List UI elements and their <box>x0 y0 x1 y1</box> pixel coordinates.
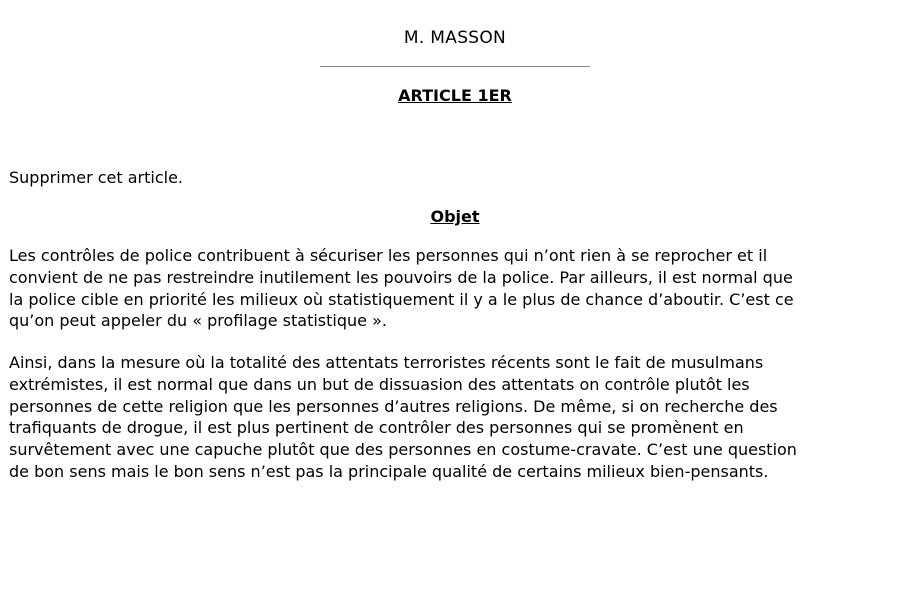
paragraph-line: la police cible en priorité les milieux où statistiquement il y a le plus de chance d’aboutir. C’est ce <box>9 289 794 309</box>
paragraph-line: survêtement avec une capuche plutôt que des personnes en costume-cravate. C’est une question <box>9 440 797 460</box>
article-title: ARTICLE 1ER <box>398 86 512 105</box>
objet-paragraph-1 <box>9 245 893 332</box>
paragraph-line: trafiquants de drogue, il est plus pertinent de contrôler des personnes qui se promènent en <box>9 418 744 438</box>
amendment-dispositif: Supprimer cet article. <box>9 168 183 187</box>
paragraph-line: personnes de cette religion que les personnes d’autres religions. De même, si on recherche des <box>9 396 778 416</box>
header-divider <box>320 66 590 67</box>
paragraph-line: de bon sens mais le bon sens n’est pas la principale qualité de certains milieux bien-pensants. <box>9 461 769 481</box>
paragraph-line: qu’on peut appeler du « profilage statistique ». <box>9 311 387 331</box>
paragraph-line: Les contrôles de police contribuent à sécuriser les personnes qui n’ont rien à se reprocher et il <box>9 246 768 265</box>
objet-paragraph-2 <box>9 352 893 483</box>
paragraph-line: Ainsi, dans la mesure où la totalité des attentats terroristes récents sont le fait de musulmans <box>9 353 764 372</box>
author-name: M. MASSON <box>403 28 507 48</box>
objet-heading: Objet <box>430 207 480 226</box>
paragraph-line: convient de ne pas restreindre inutilement les pouvoirs de la police. Par ailleurs, il est normal que <box>9 267 793 287</box>
paragraph-line: extrémistes, il est normal que dans un but de dissuasion des attentats on contrôle plutôt les <box>9 374 750 394</box>
